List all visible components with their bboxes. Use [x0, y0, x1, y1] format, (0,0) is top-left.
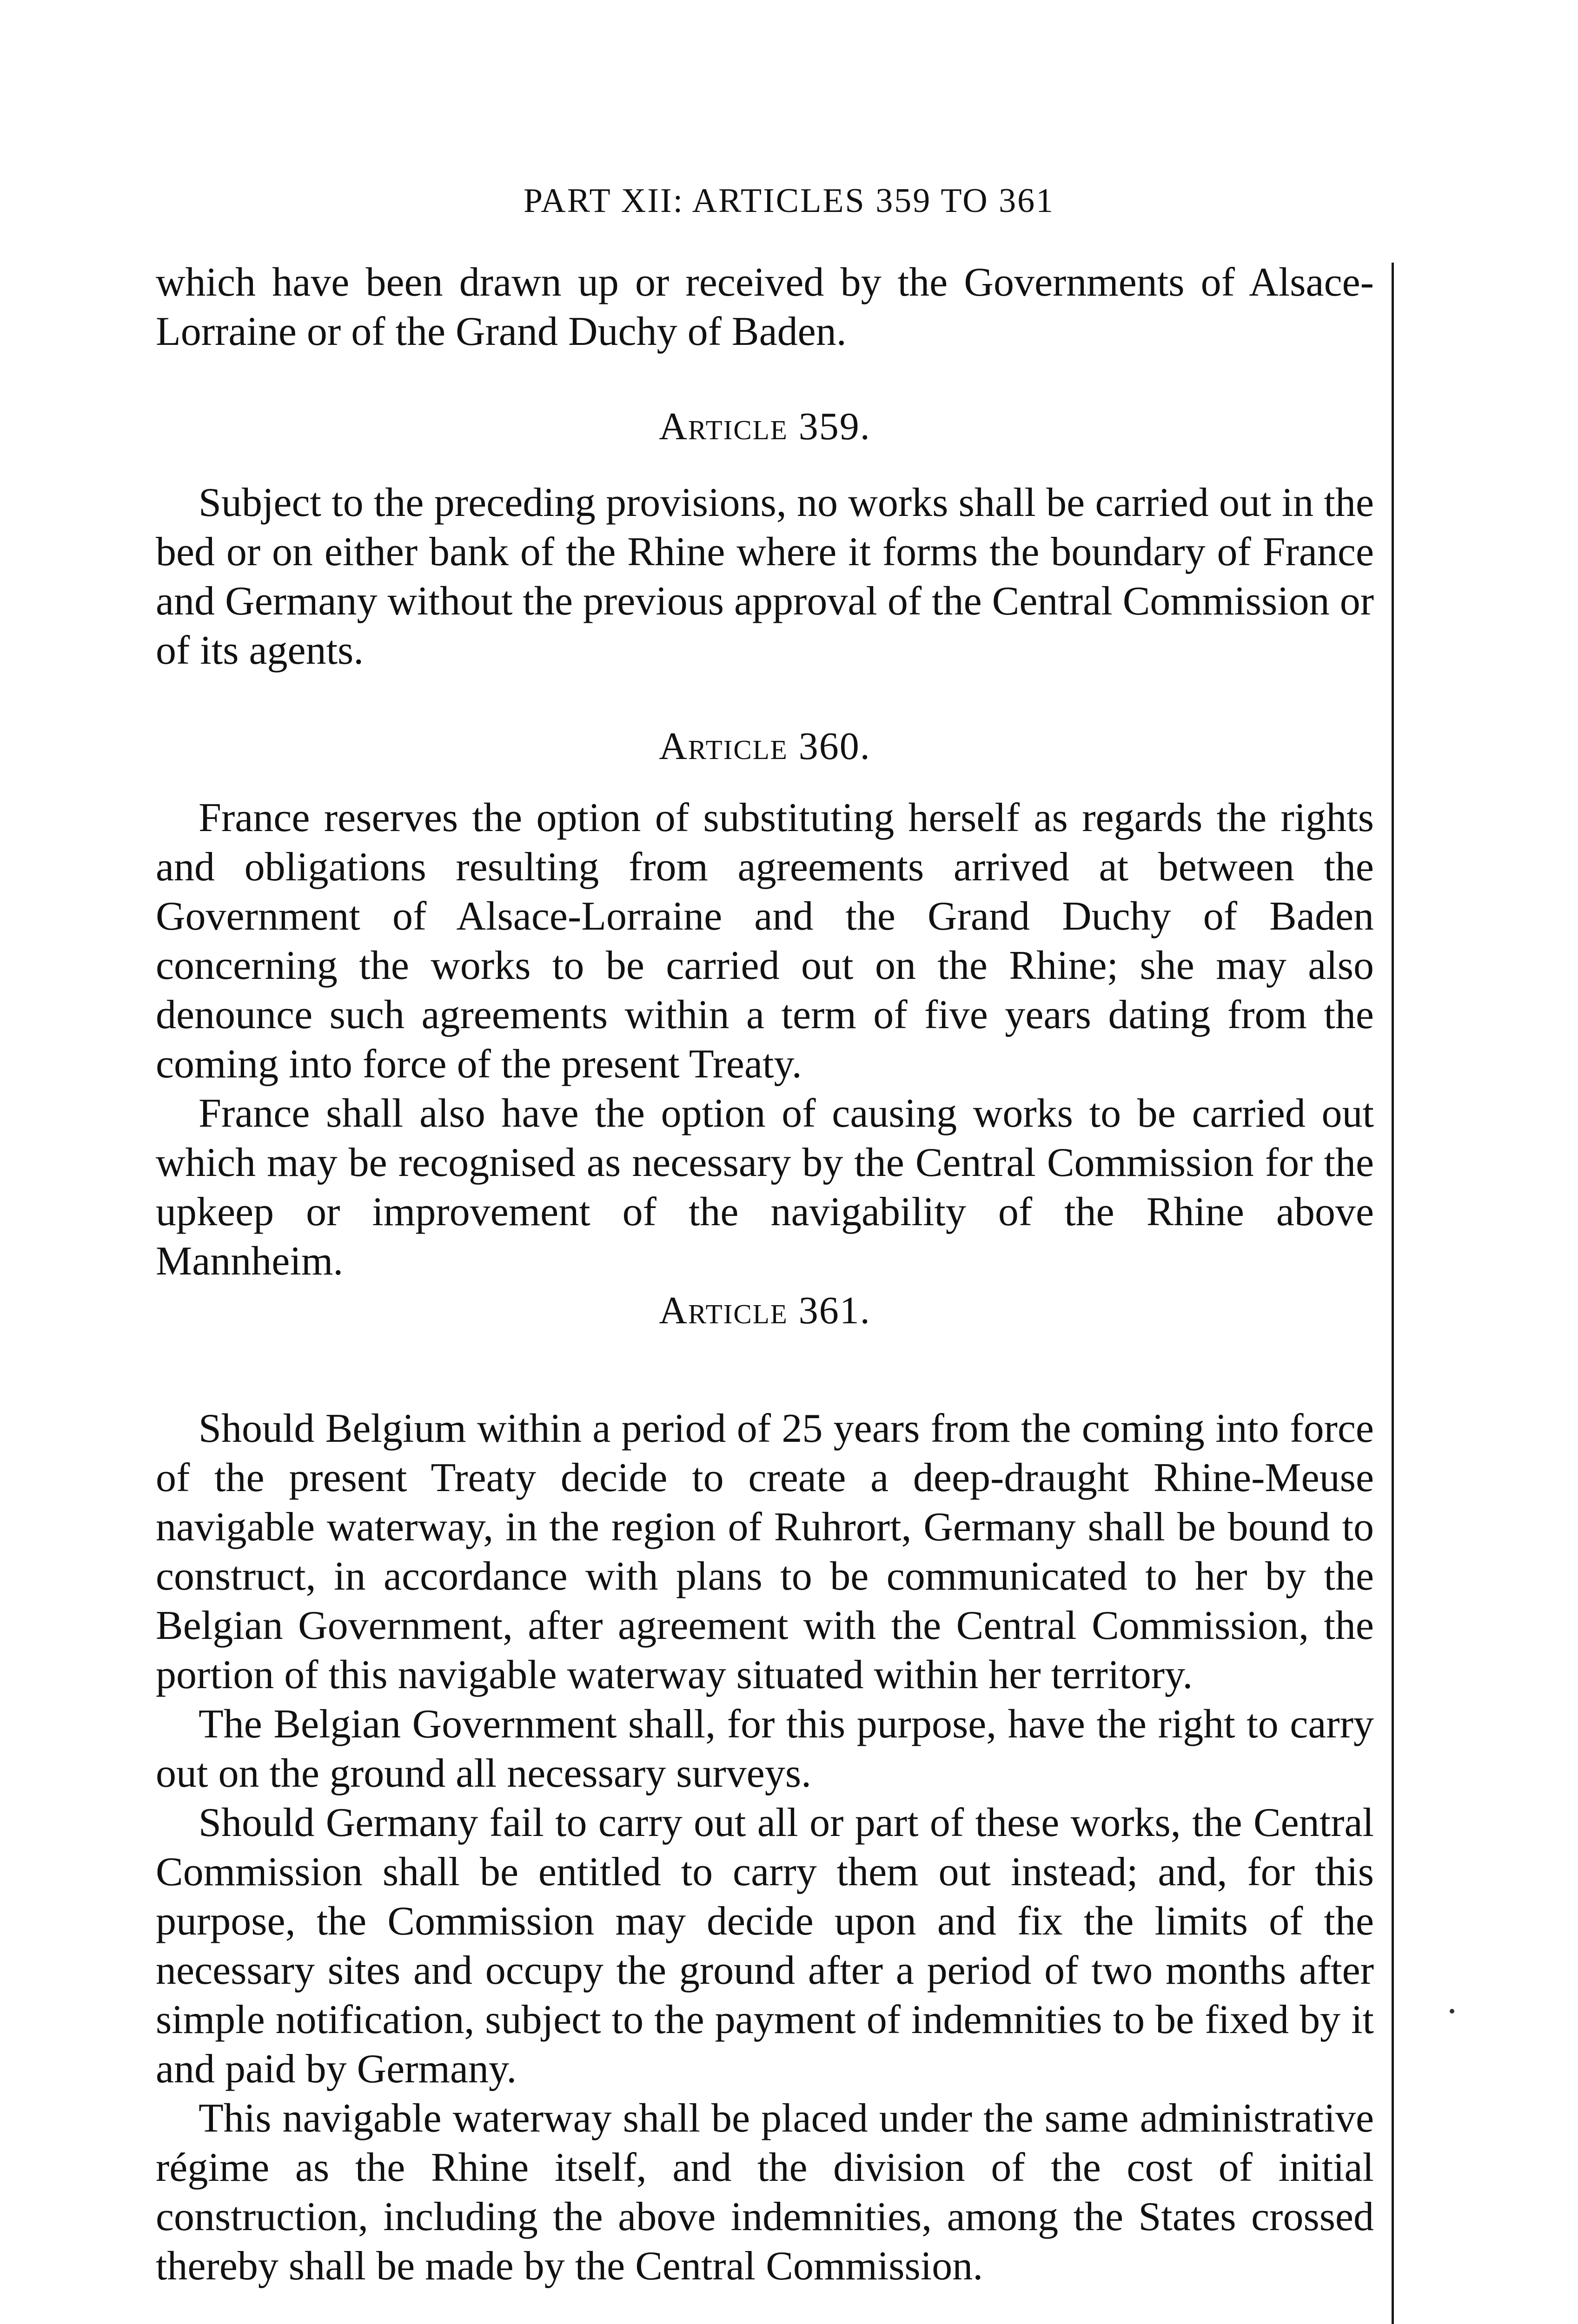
running-header: PART XII: ARTICLES 359 TO 361: [523, 182, 1055, 220]
article-359-paragraph-1: Subject to the preceding provisions, no works shall be carried out in the bed or on either bank of the Rhine where it forms the boundary of France and Germany without the previous approval of the Central Commission or of its agents.: [156, 480, 1374, 673]
margin-rule: [1392, 263, 1394, 2324]
article-360-paragraph-2: France shall also have the option of causing works to be carried out which may be recognised as necessary by the Central Commission for the upkeep or improvement of the navigability of the Rhine above Mannheim.: [156, 1091, 1374, 1284]
article-360-heading: Article 360.: [659, 725, 871, 768]
continuation-paragraph: which have been drawn up or received by the Governments of Alsace-Lorraine or of the Grand Duchy of Baden.: [156, 260, 1374, 354]
article-361-paragraph-2: The Belgian Government shall, for this purpose, have the right to carry out on the ground all necessary surveys.: [156, 1702, 1374, 1796]
article-361-heading: Article 361.: [659, 1289, 871, 1332]
article-361-paragraph-3: Should Germany fail to carry out all or part of these works, the Central Commission shall be entitled to carry them out instead; and, for this purpose, the Commission may decide upon and fix the limits of the necessary sites and occupy the ground after a period of two months after simple notification, subject to the payment of indemnities to be fixed by it and paid by Germany.: [156, 1800, 1374, 2092]
article-361-paragraph-1: Should Belgium within a period of 25 years from the coming into force of the present Treaty decide to create a deep-draught Rhine-Meuse navigable waterway, in the region of Ruhrort, Germany shall be bound to construct, in accordance with plans to be communicated to her by the Belgian Government, after agreement with the Central Commission, the portion of this navigable waterway situated within her territory.: [156, 1406, 1374, 1697]
article-359-heading: Article 359.: [659, 405, 871, 448]
article-361-paragraph-4: This navigable waterway shall be placed under the same administrative régime as the Rhine itself, and the division of the cost of initial construction, including the above indemnities, among the States crossed thereby shall be made by the Central Commission.: [156, 2096, 1374, 2289]
article-360-paragraph-1: France reserves the option of substituting herself as regards the rights and obligations resulting from agreements arrived at between the Government of Alsace-Lorraine and the Grand Duchy of Baden concerning the works to be carried out on the Rhine; she may also denounce such agreements within a term of five years dating from the coming into force of the present Treaty.: [156, 795, 1374, 1087]
text-column: [156, 258, 1374, 2291]
ink-speck: [1450, 2009, 1454, 2014]
